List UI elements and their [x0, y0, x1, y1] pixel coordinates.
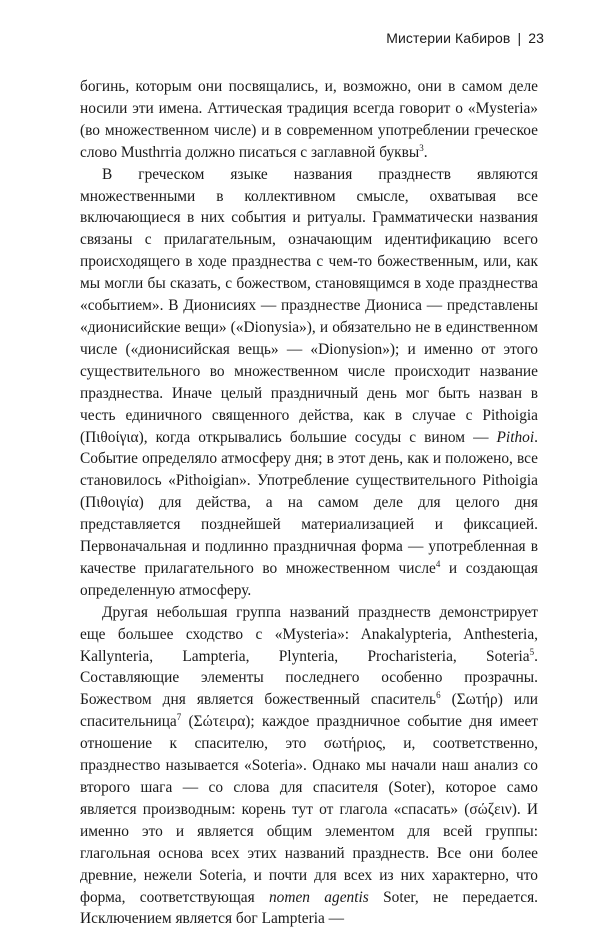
- italic-text: nomen agentis: [268, 888, 369, 906]
- paragraph: [80, 76, 538, 164]
- running-head: [386, 30, 544, 46]
- footnote-ref: 6: [436, 690, 441, 701]
- paragraph: [80, 164, 538, 602]
- text-run: Другая небольшая группа названий празднеств демонстрирует еще большее сходство с «Mysteria»: Anakalypteria, Anthesteria, Kallynteria, Lampteria, Plynteria, Procharisteria, Soteria: [80, 603, 538, 665]
- body-text: [80, 76, 538, 930]
- italic-text: Pithoi: [496, 428, 535, 446]
- text-run: . Событие определяло атмосферу дня; в этот день, как и положено, все становилось «Pithoigian». Употребление существительного Pithoigia (Πιθοιγία) для действа, а на самом деле для целого дня представляется позднейшей материализацией и фиксацией. Первоначальная и подлинно праздничная форма — употребленная в качестве прилагательного во множественном числе: [80, 428, 538, 577]
- header-separator: |: [517, 30, 522, 46]
- footnote-ref: 5: [529, 646, 535, 657]
- text-run: (Σώτειρα); каждое праздничное событие дня имеет отношение к спасителю, это σωτήριος, и, соответственно, празднество называется «Soteria». Однако мы начали наш анализ со второго шага — со слова для спасителя (Soter), которое само является производным: корень тут от глагола «спасать» (σώζειν). И именно это и является общим элементом для всей группы: глагольная основа всех этих названий празднеств. Все они более древние, нежели Soteria, и почти для всех из них характерно, что форма, соответствующая: [80, 713, 538, 906]
- text-run: Soter, не передается. Исключением является бог Lampteria —: [80, 888, 539, 928]
- footnote-ref: 4: [435, 558, 441, 569]
- text-run: богинь, которым они посвящались, и, возможно, они в самом деле носили эти имена. Аттическая традиция всегда говорит о «Mysteria» (во множественном числе) и в современном употреблении греческое слово Musthrria должно писаться с заглавной буквы: [80, 78, 538, 161]
- page-number: 23: [528, 30, 544, 46]
- text-run: . Составляющие элементы последнего особенно прозрачны. Божеством дня является божественный спаситель: [80, 647, 538, 709]
- text-run: и создающая определенную атмосферу.: [80, 559, 538, 599]
- footnote-ref: 3: [419, 142, 424, 153]
- text-run: В греческом языке названия празднеств являются множественными в коллективном смысле, охватывая все включающиеся в них события и ритуалы. Грамматически названия связаны с прилагательным, означающим идентификацию всего происходящего в ходе празднества с чем-то божественным, или, как мы могли бы сказать, с божеством, становящимся в ходе празднества «событием». В Дионисиях — празднестве Диониса — представлены «дионисийские вещи» («Dionysia»), и обязательно не в единственном числе («дионисийская вещь» — «Dionysion»); и именно от этого существительного во множественном числе происходит название празднества. Иначе целый праздничный день мог быть назван в честь единичного священного действа, как в случае с Pithoigia (Πιθοίγια), когда открывались большие сосуды с вином —: [80, 165, 538, 446]
- footnote-ref: 7: [176, 712, 182, 723]
- book-title: Мистерии Кабиров: [386, 30, 511, 46]
- text-run: (Σωτήρ) или спасительница: [80, 691, 539, 731]
- text-run: .: [423, 143, 428, 161]
- paragraph: [80, 602, 538, 930]
